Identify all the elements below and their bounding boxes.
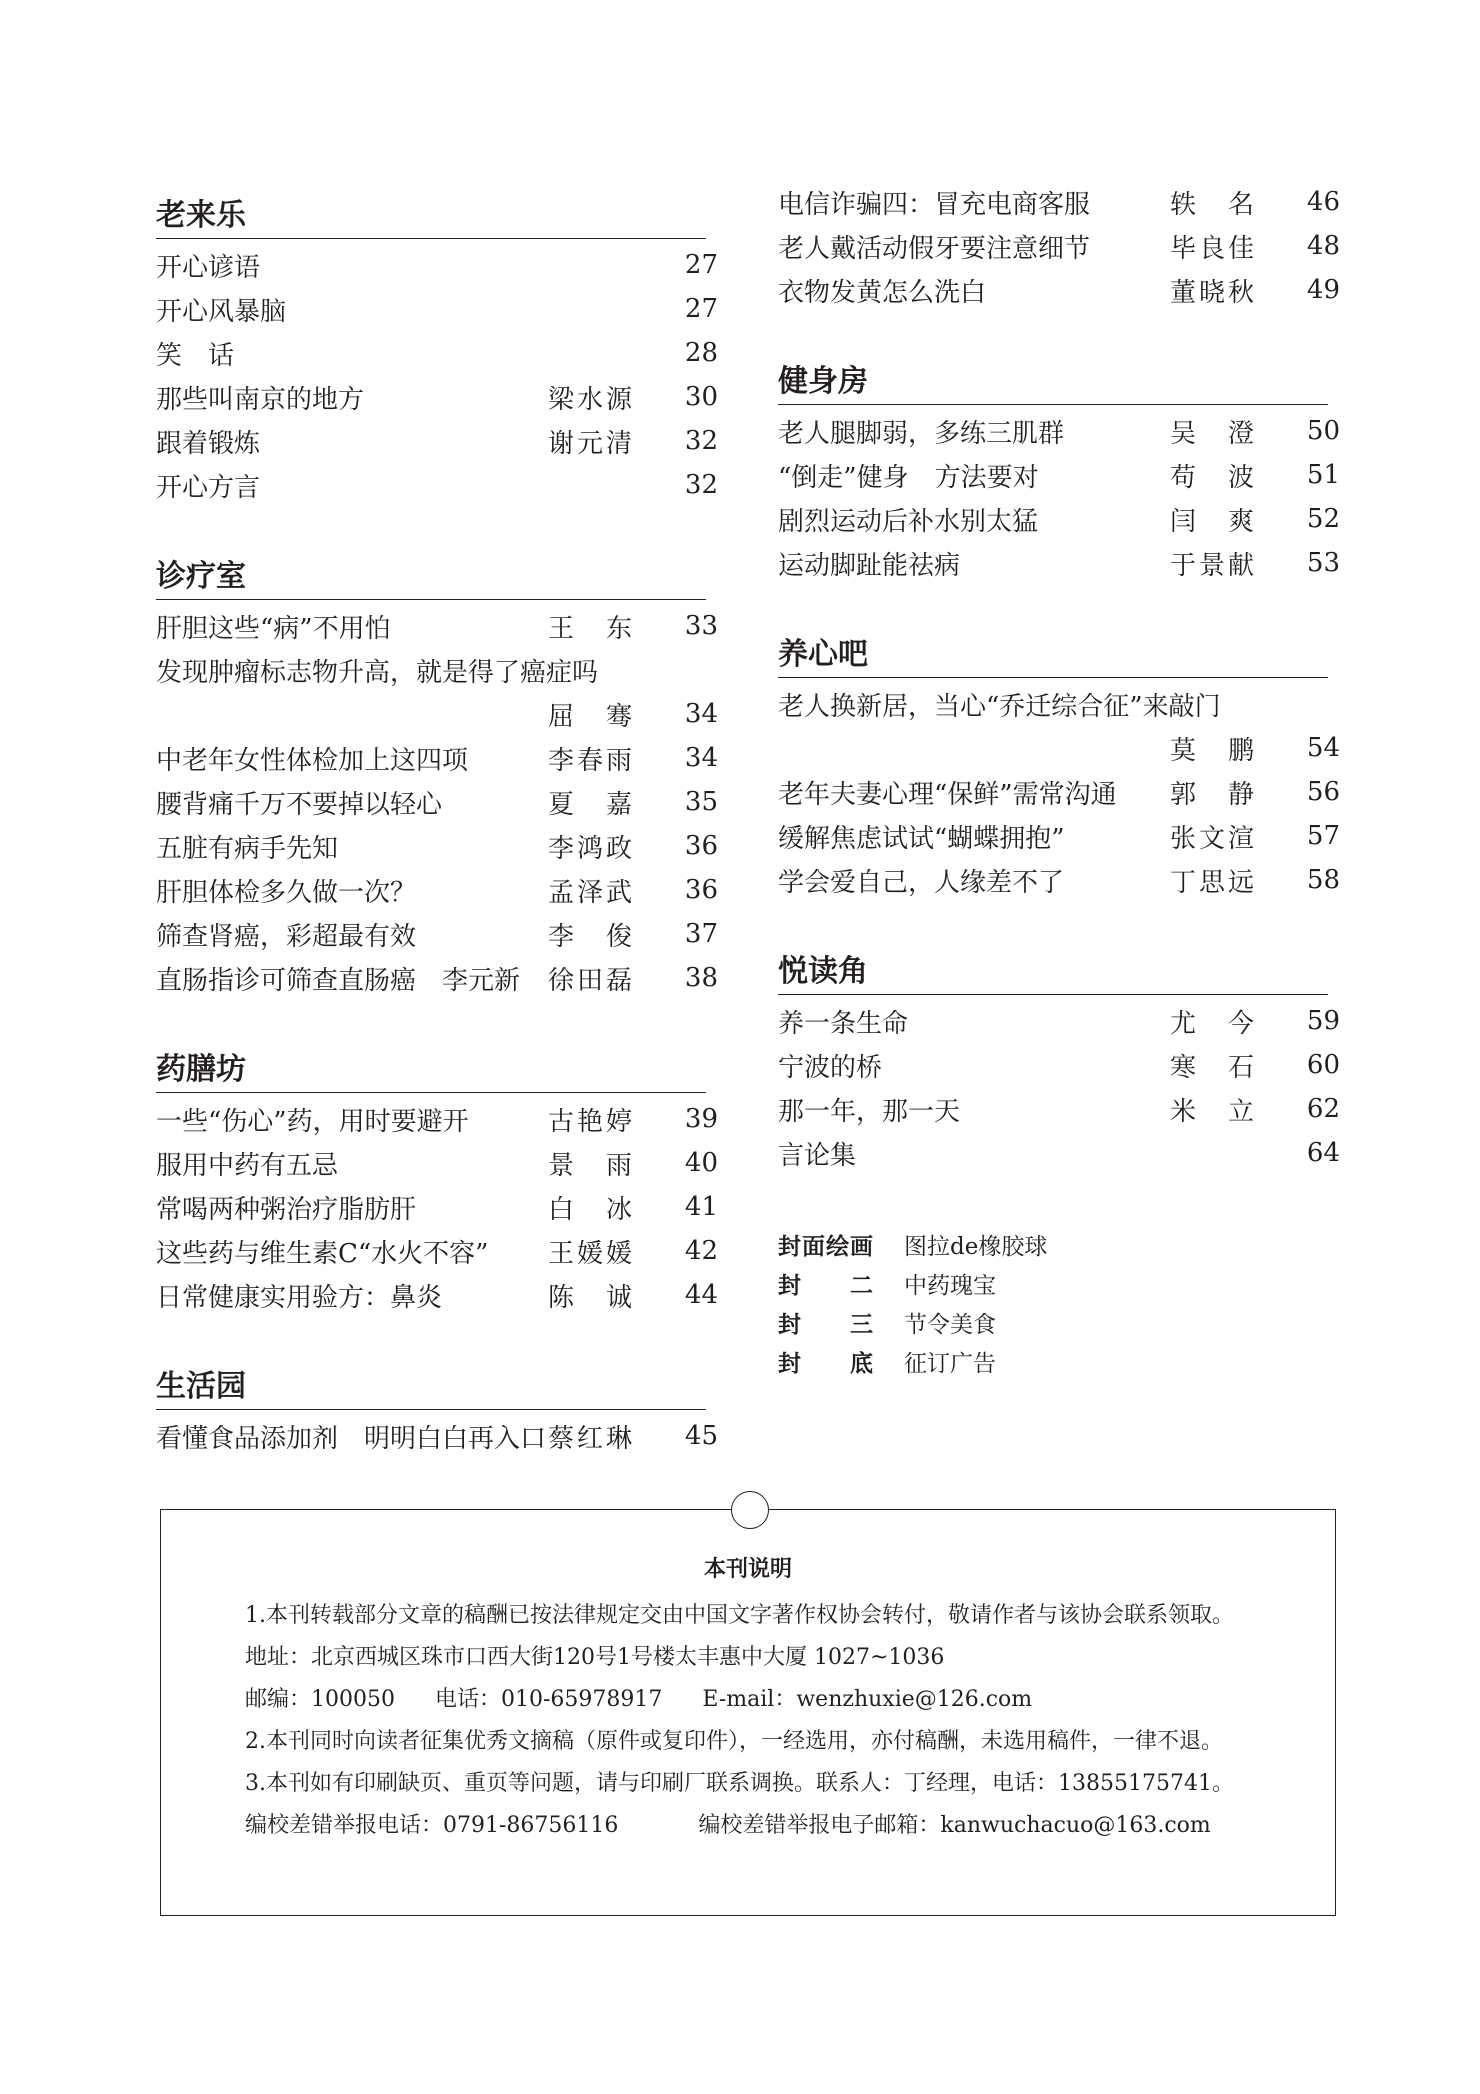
entry-author: 景 雨 (548, 1150, 636, 1181)
notice-report-phone: 编校差错举报电话：0791-86756116 (245, 1813, 619, 1838)
toc-entry[interactable] (778, 180, 1340, 224)
entry-author: 王媛媛 (548, 1238, 636, 1269)
entry-page: 33 (684, 611, 718, 641)
entry-author: 尤 今 (1170, 1008, 1258, 1039)
entry-page: 50 (1306, 416, 1340, 446)
entry-author: 苟 波 (1170, 462, 1258, 493)
toc-entry[interactable] (156, 868, 718, 912)
entry-author: 孟泽武 (548, 877, 636, 908)
entry-page: 64 (1306, 1138, 1340, 1168)
toc-entry[interactable] (778, 453, 1340, 497)
cover-credit-value: 中药瑰宝 (904, 1273, 996, 1299)
toc-section (778, 180, 1340, 312)
toc-section (156, 557, 718, 1000)
notice-circle-ornament (731, 1491, 769, 1529)
cover-credit-label: 封 底 (778, 1351, 874, 1377)
notice-address: 地址：北京西城区珠市口西大街120号1号楼太丰惠中大厦 1027~1036 (245, 1645, 945, 1670)
toc-entry[interactable] (156, 331, 718, 375)
notice-phone: 电话：010-65978917 (434, 1687, 663, 1712)
toc-entry[interactable] (156, 736, 718, 780)
entry-page: 48 (1306, 231, 1340, 261)
entry-author: 丁思远 (1170, 867, 1258, 898)
entry-author: 徐田磊 (548, 965, 636, 996)
entry-title: 直肠指诊可筛查直肠癌 李元新 (156, 965, 521, 996)
entry-title: 开心谚语 (156, 252, 261, 283)
entry-author: 夏 嘉 (548, 789, 636, 820)
entry-page: 45 (684, 1421, 718, 1451)
toc-entry[interactable] (778, 858, 1340, 902)
entry-author: 李鸿政 (548, 833, 636, 864)
entry-page: 39 (684, 1104, 718, 1134)
entry-title: 这些药与维生素C“水火不容” (156, 1238, 489, 1269)
toc-entry[interactable] (156, 463, 718, 507)
cover-credit-label: 封面绘画 (778, 1234, 874, 1260)
entry-author: 李春雨 (548, 745, 636, 776)
entry-page: 41 (684, 1192, 718, 1222)
cover-credit-label: 封 三 (778, 1312, 874, 1338)
entry-page: 27 (684, 294, 718, 324)
section-title: 健身房 (778, 362, 1328, 405)
entry-author: 陈 诚 (548, 1282, 636, 1313)
entry-author: 李 俊 (548, 921, 636, 952)
entry-title: 开心风暴脑 (156, 296, 287, 327)
notice-report-line (191, 1805, 1305, 1847)
toc-entry[interactable] (778, 409, 1340, 453)
entry-author: 莫 鹏 (1170, 735, 1258, 766)
cover-credit-label: 封 二 (778, 1273, 874, 1299)
entry-title: 老人腿脚弱，多练三肌群 (778, 418, 1065, 449)
toc-entry[interactable] (778, 814, 1340, 858)
entry-page: 46 (1306, 187, 1340, 217)
entry-page: 27 (684, 250, 718, 280)
toc-entry[interactable] (778, 682, 1340, 726)
entry-page: 38 (684, 963, 718, 993)
toc-entry[interactable] (778, 770, 1340, 814)
section-title: 悦读角 (778, 952, 1328, 995)
entry-page: 57 (1306, 821, 1340, 851)
entry-author: 米 立 (1170, 1096, 1258, 1127)
section-title: 老来乐 (156, 196, 706, 239)
toc-entry[interactable] (778, 224, 1340, 268)
entry-title: 老人戴活动假牙要注意细节 (778, 233, 1091, 264)
entry-title: 肝胆体检多久做一次？ (156, 877, 417, 908)
section-title: 诊疗室 (156, 557, 706, 600)
entry-title: 老人换新居，当心“乔迁综合征”来敲门 (778, 691, 1221, 722)
notice-contact-line (191, 1679, 1305, 1721)
toc-entry[interactable] (778, 268, 1340, 312)
entry-author: 毕良佳 (1170, 233, 1258, 264)
notice-email: E-mail：wenzhuxie@126.com (702, 1687, 1033, 1712)
entry-title: 发现肿瘤标志物升高，就是得了癌症吗 (156, 657, 599, 688)
entry-page: 32 (684, 426, 718, 456)
entry-page: 28 (684, 338, 718, 368)
cover-credit-value: 节令美食 (904, 1312, 996, 1338)
entry-author: 于景献 (1170, 550, 1258, 581)
entry-author: 寒 石 (1170, 1052, 1258, 1083)
entry-author: 王 东 (548, 613, 636, 644)
section-title: 药膳坊 (156, 1050, 706, 1093)
toc-entry[interactable] (156, 604, 718, 648)
entry-author: 白 冰 (548, 1194, 636, 1225)
entry-author: 谢元清 (548, 428, 636, 459)
entry-title: 那一年，那一天 (778, 1096, 961, 1127)
entry-page: 54 (1306, 733, 1340, 763)
entry-title: 言论集 (778, 1140, 857, 1171)
entry-page: 36 (684, 831, 718, 861)
notice-title: 本刊说明 (703, 1557, 792, 1582)
toc-entry[interactable] (156, 375, 718, 419)
entry-title: 服用中药有五忌 (156, 1150, 339, 1181)
entry-title: 衣物发黄怎么洗白 (778, 277, 987, 308)
entry-title: 养一条生命 (778, 1008, 909, 1039)
entry-page: 51 (1306, 460, 1340, 490)
toc-section (156, 196, 718, 507)
entry-page: 34 (684, 743, 718, 773)
toc-entry[interactable] (778, 1131, 1340, 1175)
toc-entry[interactable] (778, 726, 1340, 770)
entry-author: 张文渲 (1170, 823, 1258, 854)
entry-author: 闫 爽 (1170, 506, 1258, 537)
notice-postcode: 邮编：100050 (245, 1687, 395, 1712)
toc-entry[interactable] (156, 1185, 718, 1229)
entry-title: 筛查肾癌，彩超最有效 (156, 921, 417, 952)
cover-credit-row (778, 1225, 1340, 1264)
entry-page: 58 (1306, 865, 1340, 895)
toc-entry[interactable] (778, 497, 1340, 541)
notice-report-email: 编校差错举报电子邮箱：kanwuchacuo@163.com (698, 1813, 1211, 1838)
notice-item-1: 1.本刊转载部分文章的稿酬已按法律规定交由中国文字著作权协会转付，敬请作者与该协会联系领取。 (245, 1603, 1234, 1628)
toc-entry[interactable] (156, 648, 718, 692)
entry-page: 49 (1306, 275, 1340, 305)
entry-author: 古艳婷 (548, 1106, 636, 1137)
entry-title: 那些叫南京的地方 (156, 384, 365, 415)
toc-section (156, 1050, 718, 1317)
entry-page: 56 (1306, 777, 1340, 807)
entry-title: 缓解焦虑试试“蝴蝶拥抱” (778, 823, 1065, 854)
notice-body (161, 1583, 1335, 1847)
entry-page: 62 (1306, 1094, 1340, 1124)
entry-author: 屈 骞 (548, 701, 636, 732)
toc-entry[interactable] (156, 1141, 718, 1185)
entry-title: 肝胆这些“病”不用怕 (156, 613, 391, 644)
entry-page: 60 (1306, 1050, 1340, 1080)
toc-entry[interactable] (778, 1043, 1340, 1087)
toc-section (778, 362, 1340, 585)
entry-page: 37 (684, 919, 718, 949)
entry-title: 跟着锻炼 (156, 428, 261, 459)
entry-author: 轶 名 (1170, 189, 1258, 220)
entry-title: 学会爱自己，人缘差不了 (778, 867, 1065, 898)
entry-title: 五脏有病手先知 (156, 833, 339, 864)
notice-item-2: 2.本刊同时向读者征集优秀文摘稿（原件或复印件），一经选用，亦付稿酬，未选用稿件，一律不退。 (245, 1729, 1223, 1754)
entry-title: 中老年女性体检加上这四项 (156, 745, 469, 776)
entry-author: 梁水源 (548, 384, 636, 415)
cover-credit-row (778, 1264, 1340, 1303)
entry-title: 常喝两种粥治疗脂肪肝 (156, 1194, 417, 1225)
entry-page: 34 (684, 699, 718, 729)
toc-entry[interactable] (156, 692, 718, 736)
entry-page: 36 (684, 875, 718, 905)
toc-entry[interactable] (156, 1097, 718, 1141)
toc-entry[interactable] (156, 824, 718, 868)
entry-page: 53 (1306, 548, 1340, 578)
toc-entry[interactable] (156, 1229, 718, 1273)
entry-title: 老年夫妻心理“保鲜”需常沟通 (778, 779, 1117, 810)
cover-credit-row (778, 1342, 1340, 1381)
toc-left-column (156, 196, 718, 1508)
entry-title: 运动脚趾能祛病 (778, 550, 961, 581)
section-title: 生活园 (156, 1367, 706, 1410)
entry-page: 35 (684, 787, 718, 817)
toc-entry[interactable] (156, 419, 718, 463)
toc-entry[interactable] (156, 956, 718, 1000)
entry-title: 开心方言 (156, 472, 261, 503)
entry-title: 剧烈运动后补水别太猛 (778, 506, 1039, 537)
entry-page: 30 (684, 382, 718, 412)
entry-title: 一些“伤心”药，用时要避开 (156, 1106, 469, 1137)
toc-entry[interactable] (156, 912, 718, 956)
notice-item-3: 3.本刊如有印刷缺页、重页等问题，请与印刷厂联系调换。联系人：丁经理，电话：13855175741。 (245, 1771, 1234, 1796)
entry-page: 59 (1306, 1006, 1340, 1036)
entry-author: 郭 静 (1170, 779, 1258, 810)
entry-page: 44 (684, 1280, 718, 1310)
entry-title: 笑 话 (156, 340, 235, 371)
toc-section (778, 635, 1340, 902)
entry-page: 32 (684, 470, 718, 500)
toc-entry[interactable] (156, 243, 718, 287)
entry-title: 宁波的桥 (778, 1052, 883, 1083)
notice-box (160, 1509, 1336, 1916)
toc-section (778, 952, 1340, 1175)
entry-author: 董晓秋 (1170, 277, 1258, 308)
toc-entry[interactable] (156, 780, 718, 824)
entry-author: 吴 澄 (1170, 418, 1258, 449)
toc-entry[interactable] (778, 1087, 1340, 1131)
entry-title: 腰背痛千万不要掉以轻心 (156, 789, 443, 820)
entry-title: 电信诈骗四：冒充电商客服 (778, 189, 1091, 220)
toc-entry[interactable] (156, 1273, 718, 1317)
cover-credit-value: 征订广告 (904, 1351, 996, 1377)
entry-title: 日常健康实用验方：鼻炎 (156, 1282, 443, 1313)
entry-author: 蔡红琳 (548, 1423, 636, 1454)
section-title: 养心吧 (778, 635, 1328, 678)
toc-entry[interactable] (156, 287, 718, 331)
entry-title: “倒走”健身 方法要对 (778, 462, 1039, 493)
entry-page: 52 (1306, 504, 1340, 534)
toc-entry[interactable] (156, 1414, 718, 1458)
toc-section (156, 1367, 718, 1458)
cover-credit-value: 图拉de橡胶球 (904, 1234, 1048, 1260)
entry-page: 42 (684, 1236, 718, 1266)
entry-page: 40 (684, 1148, 718, 1178)
toc-entry[interactable] (778, 541, 1340, 585)
cover-credits (778, 1225, 1340, 1381)
toc-right-column (778, 187, 1340, 1381)
entry-title: 看懂食品添加剂 明明白白再入口 (156, 1423, 547, 1454)
cover-credit-row (778, 1303, 1340, 1342)
toc-entry[interactable] (778, 999, 1340, 1043)
